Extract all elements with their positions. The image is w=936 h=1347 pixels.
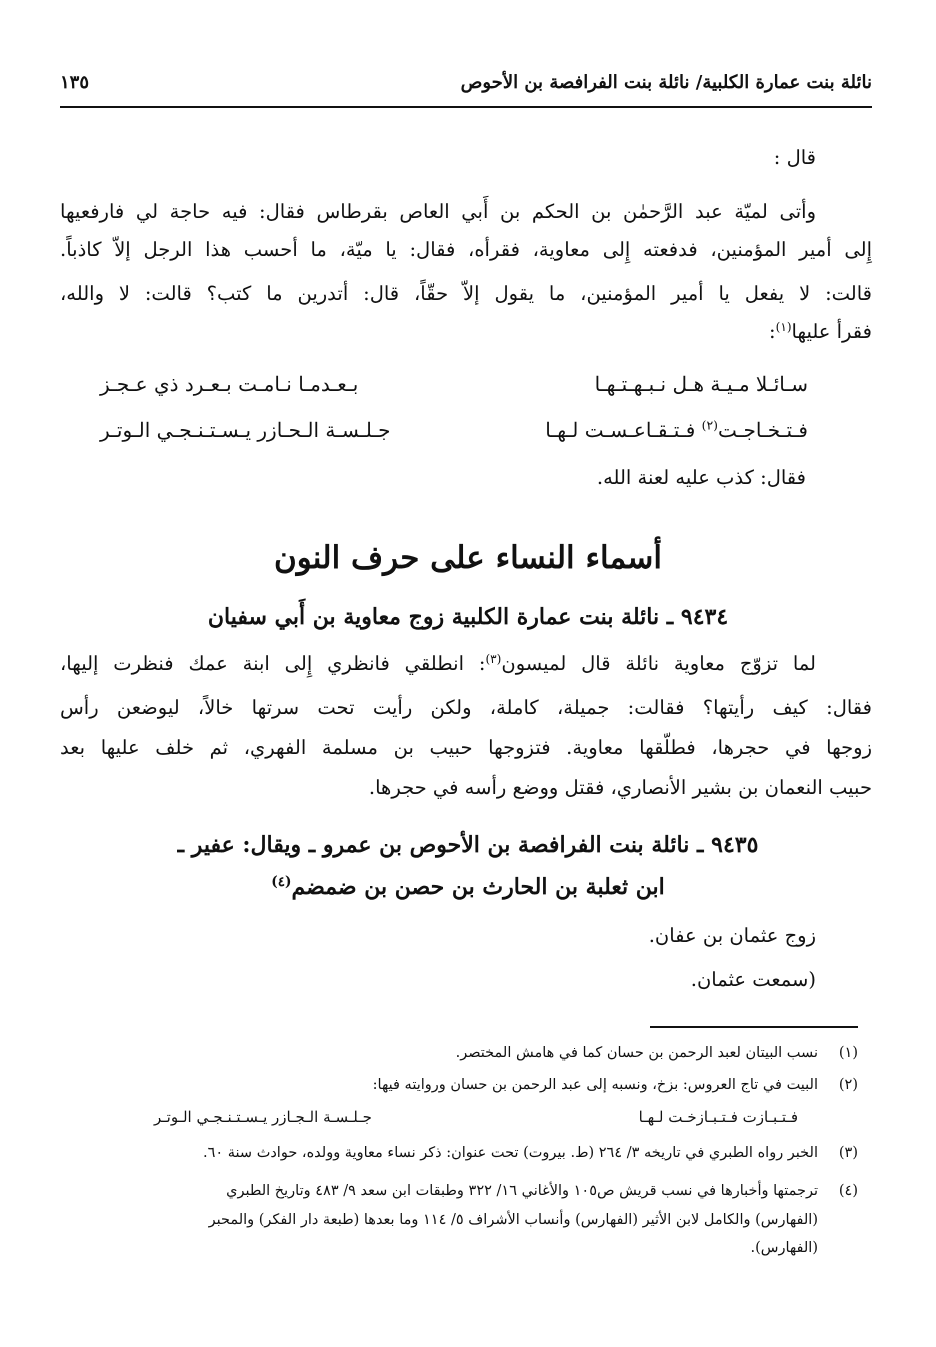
header-rule [60,106,872,108]
page-number: ١٣٥ [60,72,90,93]
footnote-number: (٤) [838,1183,858,1199]
paragraph-line: إِلى أمير المؤمنين، فدفعته إِلى معاوية، فقرأه، فقال: يا ميّة، ما أحسب هذا الرجل إلاّ كاذباً. [60,238,872,261]
paragraph-text: : انطلقي فانظري إِلى ابنة عمك فنظرت إليها، [60,652,486,675]
footnote-ref[interactable]: (٣) [485,651,502,666]
after-verse-line: فقال: كذب عليه لعنة الله. [596,466,806,489]
paragraph-text: فقرأ عليها [791,320,872,343]
footnote-rule [650,1026,858,1028]
entry-title-9435: ٩٤٣٥ ـ نائلة بنت الفرافصة بن الأحوص بن عمرو ـ ويقال: عفير ـ [177,832,759,858]
footnote-number: (١) [838,1045,858,1061]
footnote-text: البيت في تاج العروس: بزخ، ونسبه إلى عبد الرحمن بن حسان وروايته فيها: [372,1077,818,1093]
verse-first-hemistich: فـتـبـازت فـتـبـازخـت لـهـا [638,1108,798,1126]
verse-second-hemistich: جـلـسـة الـحـازر يـسـتـنـجـي الـوتـر [100,418,391,442]
qala-line: قال : [773,146,816,169]
footnote-text: الخبر رواه الطبري في تاريخه ٣/ ٢٦٤ (ط. بيروت) تحت عنوان: ذكر نساء معاوية وولده، حوادث سنة ٦٠. [202,1145,818,1161]
footnote-continuation: (الفهارس) والكامل لابن الأثير (الفهارس) وأنساب الأشراف ٥/ ١١٤ وما بعدها (طبعة دار الفكر) والمحبر [208,1212,818,1228]
paragraph-line: (سمعت عثمان. [690,968,816,991]
verse-first-hemistich [545,418,808,442]
paragraph-line [60,319,872,343]
verse-text: فـتـخـاجـت [717,418,808,442]
footnote-continuation: (الفهارس). [750,1240,818,1256]
verse-text: فـتـقـاعـسـت لـهـا [545,418,702,442]
entry-title-text: ابن ثعلبة بن الحارث بن حصن بن ضمضم [291,874,665,900]
paragraph-line: زوجها في حجرها، فطلّقها معاوية. فتزوجها حبيب بن مسلمة الفهري، ثم خلف عليها بعد [60,736,872,759]
verse-second-hemistich: بـعـدمـا نـامـت بـعـرد ذي عـجـز [100,372,359,396]
paragraph-line: وأتى لميّة عبد الرَّحمٰن بن الحكم بن أَبي العاص بقرطاس فقال: فيه حاجة لي فارفعيها [60,200,816,223]
footnote-text: نسب البيتان لعبد الرحمن بن حسان كما في هامش المختصر. [455,1045,818,1061]
footnote-text: ترجمتها وأخبارها في نسب قريش ص١٠٥ والأغاني ١٦/ ٣٢٢ وطبقات ابن سعد ٩/ ٤٨٣ وتاريخ الطبري [226,1183,818,1199]
footnote-ref[interactable]: (٤) [271,873,292,890]
footnote-ref[interactable]: (١) [775,319,792,334]
footnote-number: (٢) [838,1077,858,1093]
paragraph-line: فقال: كيف رأيتها؟ فقالت: جميلة، كاملة، ولكن رأيت تحت سرتها خالاً، ليوضعن رأس [60,696,872,719]
running-title: نائلة بنت عمارة الكلبية/ نائلة بنت الفرافصة بن الأحوص [460,72,872,93]
verse-line [100,372,808,404]
footnote-number: (٣) [838,1145,858,1161]
paragraph-line: قالت: لا يفعل يا أمير المؤمنين، ما يقول إلاّ حقّاً، قال: أتدرين ما كتب؟ قالت: لا والله، [60,282,872,305]
verse-first-hemistich: سـائـلا مـيـة هـل نـبـهـتـهـا [594,372,808,396]
verse-line [100,418,808,450]
chapter-title: أسماء النساء على حرف النون [274,540,662,576]
footnote-verse [154,1108,798,1130]
paragraph-text: : [769,320,776,343]
paragraph-line: حبيب النعمان بن بشير الأنصاري، فقتل ووضع رأسه في حجرها. [368,776,872,799]
entry-title-9434: ٩٤٣٤ ـ نائلة بنت عمارة الكلبية زوج معاوية بن أَبي سفيان [207,604,729,630]
running-header [60,64,872,104]
paragraph-text: لما تزوّج معاوية نائلة قال لميسون [501,652,816,675]
footnote-ref[interactable]: (٢) [701,417,718,433]
entry-title-9435-cont [0,874,936,900]
verse-second-hemistich: جـلـسـة الـجـازر يـسـتـنـجـي الـوتـر [154,1108,372,1126]
paragraph-line [60,651,816,675]
paragraph-line: زوج عثمان بن عفان. [648,924,816,947]
